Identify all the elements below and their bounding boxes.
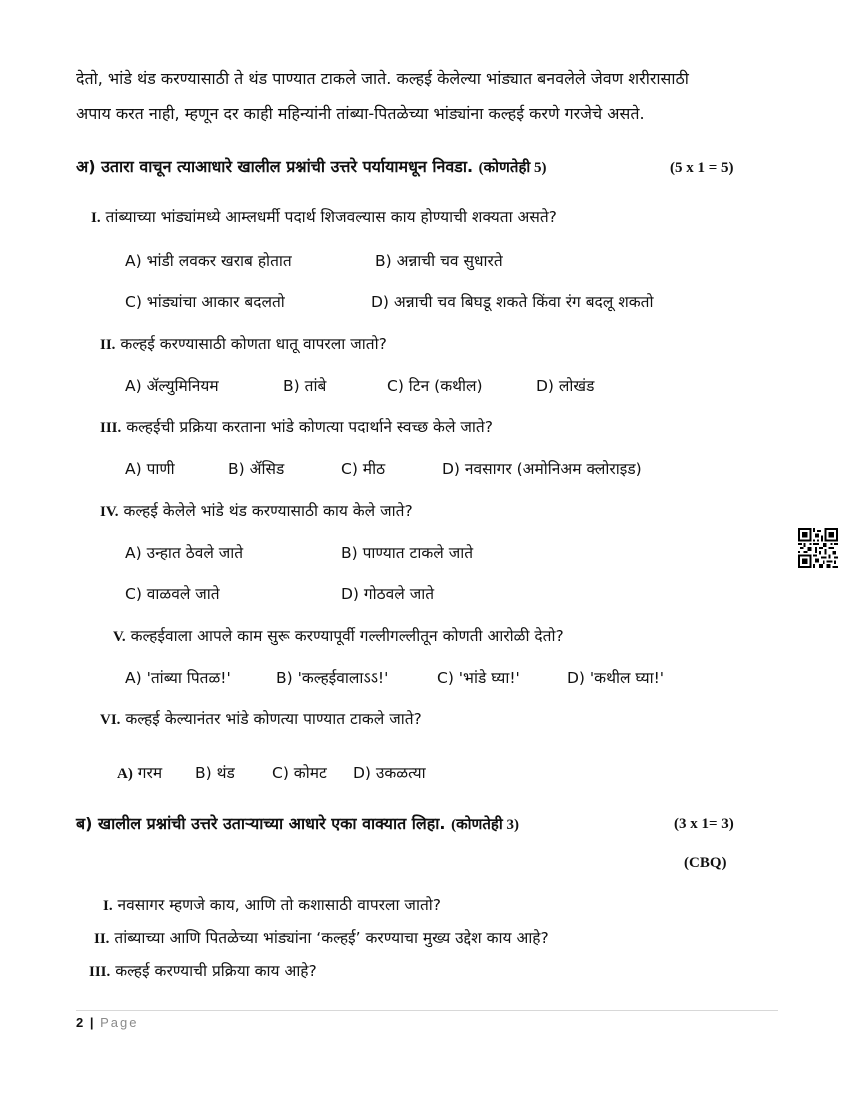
section-b-heading xyxy=(76,812,519,834)
q2-option-d: D) लोखंड xyxy=(536,377,595,395)
intro-line-2: अपाय करत नाही, म्हणून दर काही महिन्यांनी तांब्या-पितळेच्या भांड्यांना कल्हई करणे गरजेचे असते. xyxy=(76,104,645,123)
question-text: कल्हई करण्यासाठी कोणता धातू वापरला जातो? xyxy=(120,335,387,353)
question-number: III. xyxy=(100,420,122,436)
question-number: II. xyxy=(100,337,116,353)
q6-option-c: C) कोमट xyxy=(272,764,327,782)
question-number: I. xyxy=(91,210,101,226)
q4-option-b: B) पाण्यात टाकले जाते xyxy=(341,544,474,562)
q2-option-a: A) ॲल्युमिनियम xyxy=(125,377,219,395)
section-b-question-3 xyxy=(89,959,317,981)
section-b-note: (कोणतेही 3) xyxy=(451,817,519,833)
q2-option-c: C) टिन (कथील) xyxy=(387,377,483,395)
footer-divider xyxy=(76,1010,778,1011)
question-4 xyxy=(100,499,413,521)
section-a-note: (कोणतेही 5) xyxy=(478,160,547,176)
q4-option-d: D) गोठवले जाते xyxy=(341,585,435,603)
question-number: V. xyxy=(113,629,126,645)
q6-option-d: D) उकळत्या xyxy=(353,764,426,782)
q3-option-c: C) मीठ xyxy=(341,460,386,478)
section-a-title: अ) उतारा वाचून त्याआधारे खालील प्रश्नांची उत्तरे पर्यायामधून निवडा. xyxy=(76,157,474,176)
question-1 xyxy=(91,205,557,227)
q4-option-a: A) उन्हात ठेवले जाते xyxy=(125,544,244,562)
cbq-tag: (CBQ) xyxy=(684,855,727,871)
question-text: तांब्याच्या भांड्यांमध्ये आम्लधर्मी पदार्थ शिजवल्यास काय होण्याची शक्यता असते? xyxy=(105,208,557,226)
question-number: I. xyxy=(103,898,113,914)
page-label: Page xyxy=(100,1015,139,1030)
q5-option-a: A) 'तांब्या पितळ!' xyxy=(125,669,231,687)
question-text: कल्हई करण्याची प्रक्रिया काय आहे? xyxy=(115,962,317,980)
section-b-marks: (3 x 1= 3) xyxy=(674,816,734,832)
footer-separator: | xyxy=(89,1015,94,1030)
question-number: II. xyxy=(94,931,110,947)
section-b-title: ब) खालील प्रश्नांची उत्तरे उताऱ्याच्या आधारे एका वाक्यात लिहा. xyxy=(76,814,446,833)
question-number: III. xyxy=(89,964,111,980)
q6-option-a xyxy=(117,761,162,783)
question-5 xyxy=(113,624,564,646)
option-letter: A) xyxy=(117,766,133,782)
question-text: कल्हई केल्यानंतर भांडे कोणत्या पाण्यात टाकले जाते? xyxy=(125,710,422,728)
question-6 xyxy=(100,707,422,729)
question-text: नवसागर म्हणजे काय, आणि तो कशासाठी वापरला जातो? xyxy=(117,896,442,914)
q5-option-d: D) 'कथील घ्या!' xyxy=(567,669,665,687)
question-text: कल्हई केलेले भांडे थंड करण्यासाठी काय केले जाते? xyxy=(123,502,413,520)
q2-option-b: B) तांबे xyxy=(283,377,327,395)
q6-option-b: B) थंड xyxy=(195,764,235,782)
question-3 xyxy=(100,415,493,437)
qr-code-icon xyxy=(798,528,838,568)
q1-option-b: B) अन्नाची चव सुधारते xyxy=(375,252,503,270)
section-b-question-2 xyxy=(94,926,549,948)
question-number: VI. xyxy=(100,712,121,728)
question-text: कल्हईवाला आपले काम सुरू करण्यापूर्वी गल्लीगल्लीतून कोणती आरोळी देतो? xyxy=(130,627,564,645)
question-text: कल्हईची प्रक्रिया करताना भांडे कोणत्या पदार्थाने स्वच्छ केले जाते? xyxy=(126,418,493,436)
q3-option-d: D) नवसागर (अमोनिअम क्लोराइड) xyxy=(442,460,642,478)
q1-option-d: D) अन्नाची चव बिघडू शकते किंवा रंग बदलू शकतो xyxy=(371,293,654,311)
question-2 xyxy=(100,332,387,354)
q1-option-c: C) भांड्यांचा आकार बदलतो xyxy=(125,293,285,311)
q3-option-b: B) ॲसिड xyxy=(228,460,285,478)
q4-option-c: C) वाळवले जाते xyxy=(125,585,220,603)
question-text: तांब्याच्या आणि पितळेच्या भांड्यांना ‘कल्हई’ करण्याचा मुख्य उद्देश काय आहे? xyxy=(114,929,549,947)
q5-option-c: C) 'भांडे घ्या!' xyxy=(437,669,520,687)
page-footer xyxy=(76,1015,139,1030)
section-a-heading xyxy=(76,155,547,177)
q5-option-b: B) 'कल्हईवालाऽऽ!' xyxy=(276,669,389,687)
section-b-question-1 xyxy=(103,893,441,915)
q3-option-a: A) पाणी xyxy=(125,460,175,478)
intro-line-1: देतो, भांडे थंड करण्यासाठी ते थंड पाण्यात टाकले जाते. कल्हई केलेल्या भांड्यात बनवलेले जेवण शरीरासाठी xyxy=(76,69,689,88)
section-a-marks: (5 x 1 = 5) xyxy=(670,160,734,176)
option-text: गरम xyxy=(137,764,163,782)
question-number: IV. xyxy=(100,504,119,520)
page-number: 2 xyxy=(76,1015,84,1030)
q1-option-a: A) भांडी लवकर खराब होतात xyxy=(125,252,292,270)
